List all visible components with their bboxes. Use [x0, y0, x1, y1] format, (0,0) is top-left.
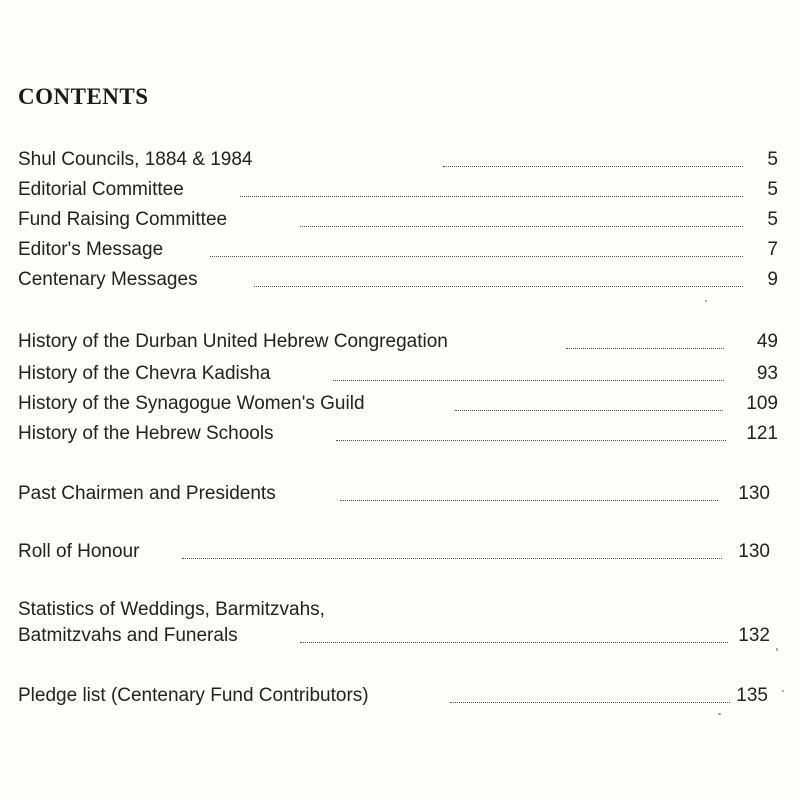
toc-entry-statistics-line1 [18, 598, 770, 622]
toc-entry-history-hebrew-schools [18, 422, 778, 446]
dot-leader [455, 410, 723, 411]
dot-leader [300, 642, 728, 643]
dot-leader [443, 166, 743, 167]
toc-entry-editors-message [18, 238, 778, 262]
toc-entry-page: 9 [767, 269, 778, 290]
dot-leader [336, 440, 726, 441]
toc-entry-statistics-line2 [18, 624, 770, 648]
toc-entry-page: 132 [738, 625, 770, 646]
toc-entry-label: History of the Hebrew Schools [18, 423, 274, 444]
toc-entry-label: History of the Chevra Kadisha [18, 363, 271, 384]
toc-entry-label: History of the Synagogue Women's Guild [18, 393, 365, 414]
dot-leader [450, 702, 730, 703]
toc-entry-page: 49 [756, 331, 778, 352]
toc-entry-page: 109 [746, 393, 778, 414]
toc-entry-page: 5 [767, 209, 778, 230]
dot-leader [182, 558, 722, 559]
toc-entry-past-chairmen [18, 482, 770, 506]
toc-entry-page: 130 [738, 483, 770, 504]
toc-entry-label: Editorial Committee [18, 179, 184, 200]
dot-leader [240, 196, 743, 197]
scan-speck [718, 713, 721, 715]
toc-entry-label: Centenary Messages [18, 269, 198, 290]
toc-entry-fund-raising-committee [18, 208, 778, 232]
toc-entry-history-chevra-kadisha [18, 362, 778, 386]
page-title: CONTENTS [18, 84, 149, 109]
dot-leader [210, 256, 743, 257]
toc-entry-roll-of-honour [18, 540, 770, 564]
toc-entry-history-congregation [18, 330, 778, 354]
scan-speck [705, 300, 707, 302]
toc-entry-label: Shul Councils, 1884 & 1984 [18, 149, 253, 170]
toc-entry-label: Editor's Message [18, 239, 164, 260]
toc-entry-editorial-committee [18, 178, 778, 202]
toc-entry-pledge-list [18, 684, 768, 708]
dot-leader [566, 348, 724, 349]
toc-entry-page: 135 [736, 685, 768, 706]
toc-entry-label: Batmitzvahs and Funerals [18, 625, 238, 646]
toc-entry-page: 5 [767, 179, 778, 200]
toc-entry-label: Statistics of Weddings, Barmitzvahs, [18, 599, 325, 620]
scan-speck [776, 648, 778, 651]
dot-leader [254, 286, 743, 287]
toc-entry-history-womens-guild [18, 392, 778, 416]
toc-entry-label: History of the Durban United Hebrew Congregation [18, 331, 448, 352]
toc-entry-centenary-messages [18, 268, 778, 292]
toc-entry-page: 5 [767, 149, 778, 170]
toc-entry-page: 93 [756, 363, 778, 384]
toc-entry-page: 7 [767, 239, 778, 260]
dot-leader [340, 500, 718, 501]
toc-entry-page: 130 [738, 541, 770, 562]
scan-speck [782, 690, 784, 692]
toc-entry-label: Fund Raising Committee [18, 209, 228, 230]
toc-entry-label: Past Chairmen and Presidents [18, 483, 276, 504]
toc-entry-label: Pledge list (Centenary Fund Contributors) [18, 685, 369, 706]
toc-entry-shul-councils [18, 148, 778, 172]
toc-entry-label: Roll of Honour [18, 541, 140, 562]
dot-leader [300, 226, 743, 227]
toc-entry-page: 121 [746, 423, 778, 444]
dot-leader [333, 380, 724, 381]
